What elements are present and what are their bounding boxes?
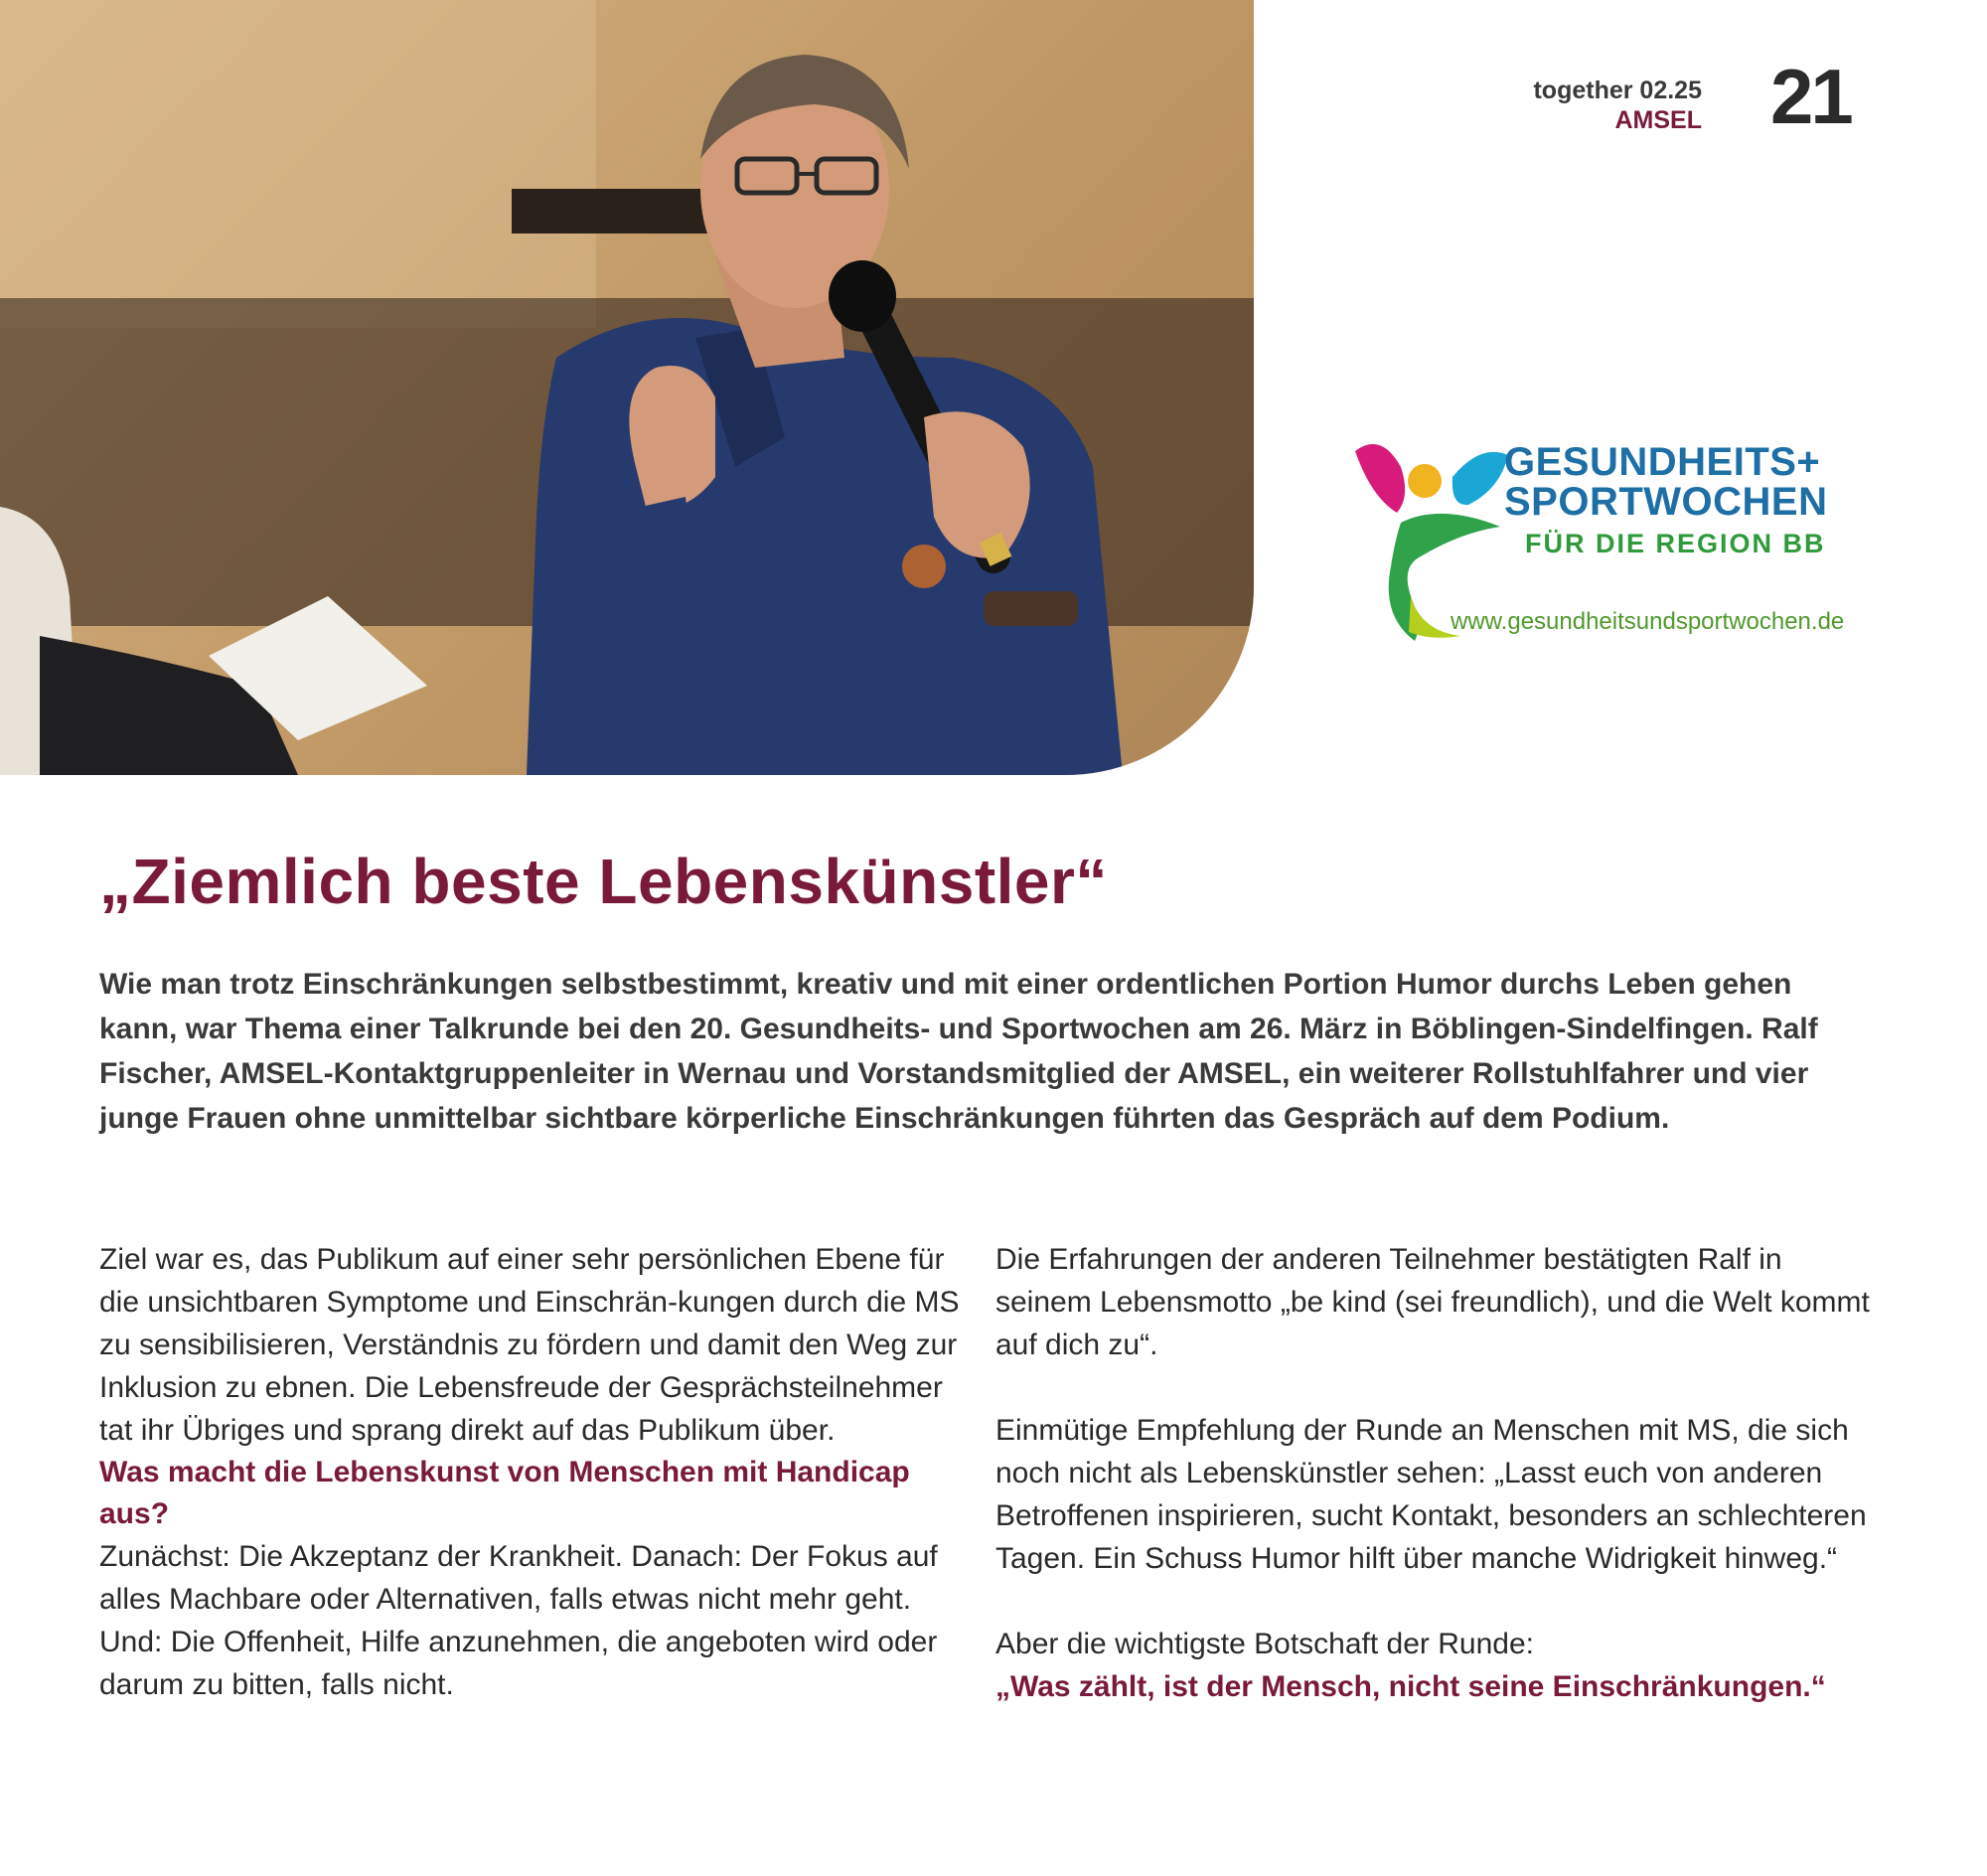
- page-number: 21: [1770, 53, 1851, 140]
- logo-url[interactable]: www.gesundheitsundsportwochen.de: [1451, 608, 1845, 635]
- issue-info: [1533, 76, 1702, 135]
- article-lead: Wie man trotz Einschränkungen selbstbestimmt, kreativ und mit einer ordentlichen Portion Humor durchs Leben gehen kann, war Thema einer Talkrunde bei den 20. Gesundheits- und Sportwochen am 26. März in Böblingen-Sindelfingen. Ralf Fischer, AMSEL-Kontaktgruppenleiter in Wernau und Vorstandsmitglied der AMSEL, ein weiterer Rollstuhlfahrer und vier junge Frauen ohne unmittelbar sichtbare körperliche Einschränkungen führten das Gespräch auf dem Podium.: [99, 968, 1818, 1135]
- right-paragraph-1: Die Erfahrungen der anderen Teilnehmer bestätigten Ralf in seinem Lebensmotto „be kind (sei freundlich), und die Welt kommt auf dich zu“.: [995, 1243, 1870, 1361]
- logo-line-region: FÜR DIE REGION BB: [1525, 529, 1826, 558]
- right-paragraph-3: Aber die wichtigste Botschaft der Runde:: [995, 1628, 1534, 1660]
- logo-line-sportwochen: SPORTWOCHEN: [1504, 480, 1828, 524]
- article-photo: [0, 0, 1254, 775]
- left-subheading: Was macht die Lebenskunst von Menschen mit Handicap aus?: [99, 1456, 910, 1530]
- left-paragraph-1: Ziel war es, das Publikum auf einer sehr persönlichen Ebene für die unsichtbaren Symptome und Einschrän-kungen durch die MS zu sensibilisieren, Verständnis zu fördern und damit den Weg zur Inklusion zu ebnen. Die Lebensfreude der Gesprächsteilnehmer tat ihr Übriges und sprang direkt auf das Publikum über.: [99, 1243, 960, 1447]
- sponsor-logo: [1351, 437, 1868, 646]
- right-paragraph-2: Einmütige Empfehlung der Runde an Menschen mit MS, die sich noch nicht als Lebenskünstler sehen: „Lasst euch von anderen Betroffenen inspirieren, sucht Kontakt, besonders an schlechteren Tagen. Ein Schuss Humor hilft über manche Widrigkeit hinweg.“: [995, 1414, 1867, 1575]
- left-paragraph-2: Zunächst: Die Akzeptanz der Krankheit. Danach: Der Fokus auf alles Machbare oder Alternativen, falls etwas nicht mehr geht. Und: Die Offenheit, Hilfe anzunehmen, die angeboten wird oder darum zu bitten, falls nicht.: [99, 1540, 938, 1701]
- right-column: [995, 1238, 1870, 1708]
- organization-name: AMSEL: [1614, 106, 1702, 134]
- closing-quote: „Was zählt, ist der Mensch, nicht seine Einschränkungen.“: [995, 1670, 1826, 1703]
- photo-illustration: [0, 0, 1254, 775]
- left-column: [99, 1238, 974, 1706]
- article-headline: „Ziemlich beste Lebenskünstler“: [99, 846, 1108, 917]
- magazine-issue: together 02.25: [1533, 77, 1702, 104]
- logo-line-gesundheits: GESUNDHEITS+: [1504, 440, 1821, 484]
